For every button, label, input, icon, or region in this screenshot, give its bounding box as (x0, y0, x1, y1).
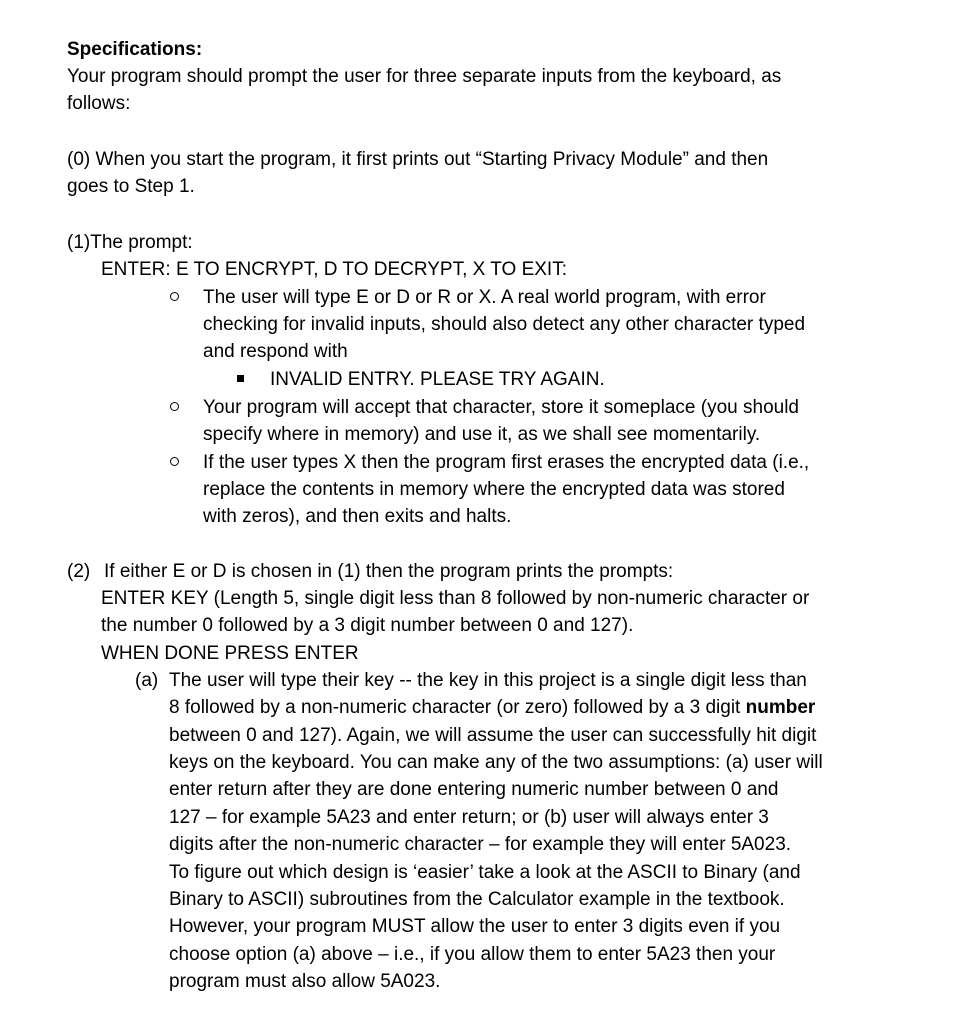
item-a-line-4: keys on the keyboard. You can make any of the two assumptions: (a) user will (169, 752, 823, 773)
step2-prompt-line-1: ENTER KEY (Length 5, single digit less than 8 followed by non-numeric character or (101, 588, 810, 609)
bullet1-line-2: checking for invalid inputs, should also detect any other character typed (203, 314, 806, 335)
item-a-line-11: choose option (a) above – i.e., if you allow them to enter 5A23 then your (169, 944, 776, 965)
step2-prompt-line-2: the number 0 followed by a 3 digit number between 0 and 127). (101, 615, 634, 636)
bullet3-line-2: replace the contents in memory where the encrypted data was stored (203, 479, 785, 500)
item-a-line-3: between 0 and 127). Again, we will assume the user can successfully hit digit (169, 725, 817, 746)
bullet2-line-2: specify where in memory) and use it, as we shall see momentarily. (203, 424, 761, 445)
bullet2-line-1: Your program will accept that character, store it someplace (you should (203, 397, 799, 418)
item-a-line-5: enter return after they are done entering numeric number between 0 and (169, 779, 779, 800)
step2-title: If either E or D is chosen in (1) then the program prints the prompts: (104, 561, 674, 582)
specifications-heading: Specifications: (67, 39, 203, 60)
invalid-entry-message: INVALID ENTRY. PLEASE TRY AGAIN. (270, 369, 605, 390)
item-a-line-1: The user will type their key -- the key in this project is a single digit less than (169, 670, 807, 691)
bullet3-line-1: If the user types X then the program first erases the encrypted data (i.e., (203, 452, 810, 473)
step2-prompt-line-3: WHEN DONE PRESS ENTER (101, 643, 359, 664)
bullet1-line-1: The user will type E or D or R or X. A real world program, with error (203, 287, 766, 308)
step0-line-2: goes to Step 1. (67, 176, 195, 197)
step1-title: (1)The prompt: (67, 232, 193, 253)
item-a-label: (a) (135, 670, 159, 691)
item-a-line-2-text: 8 followed by a non-numeric character (or zero) followed by a 3 digit (169, 697, 746, 718)
intro-line-2: follows: (67, 93, 131, 114)
step2-label: (2) (67, 561, 91, 582)
item-a-line-10: However, your program MUST allow the user to enter 3 digits even if you (169, 916, 781, 937)
circle-bullet-icon (170, 457, 179, 466)
intro-line-1: Your program should prompt the user for three separate inputs from the keyboard, as (67, 66, 782, 87)
square-bullet-icon (237, 375, 244, 382)
step0-line-1: (0) When you start the program, it first prints out “Starting Privacy Module” and then (67, 149, 769, 170)
bullet3-line-3: with zeros), and then exits and halts. (203, 506, 512, 527)
item-a-bold-number: number (745, 697, 816, 718)
item-a-line-6: 127 – for example 5A23 and enter return; or (b) user will always enter 3 (169, 807, 769, 828)
item-a-line-12: program must also allow 5A023. (169, 971, 441, 992)
circle-bullet-icon (170, 402, 179, 411)
bullet1-line-3: and respond with (203, 341, 348, 362)
circle-bullet-icon (170, 292, 179, 301)
item-a-line-7: digits after the non-numeric character – for example they will enter 5A023. (169, 834, 792, 855)
item-a-line-8: To figure out which design is ‘easier’ take a look at the ASCII to Binary (and (169, 862, 801, 883)
item-a-line-2 (169, 694, 815, 722)
item-a-line-9: Binary to ASCII) subroutines from the Calculator example in the textbook. (169, 889, 785, 910)
step1-prompt: ENTER: E TO ENCRYPT, D TO DECRYPT, X TO EXIT: (101, 259, 567, 280)
